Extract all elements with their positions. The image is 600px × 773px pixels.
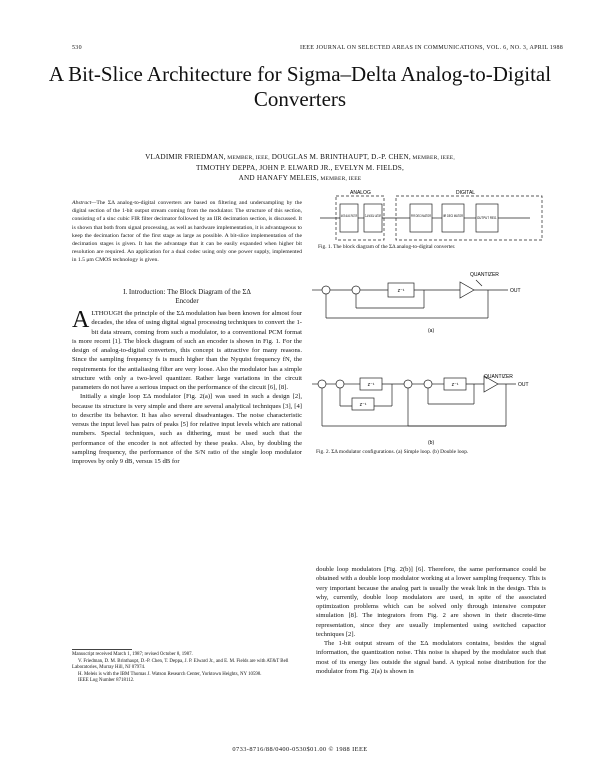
svg-text:Σ-Δ MODU LATOR: Σ-Δ MODU LATOR: [365, 214, 382, 218]
out-label-b: OUT: [518, 382, 529, 388]
quantizer-symbol: [460, 282, 474, 298]
svg-text:FIR DECI MATOR: FIR DECI MATOR: [411, 214, 432, 218]
summing-junction: [424, 380, 432, 388]
figure-2-caption: Fig. 2. ΣΔ modulator configurations. (a) Simple loop. (b) Double loop.: [316, 449, 469, 455]
summing-junction: [318, 380, 326, 388]
svg-text:z⁻¹: z⁻¹: [367, 382, 375, 388]
paragraph: Initially a single loop ΣΔ modulator [Fig. 2(a)] was used in such a design [2], because its structure is very simple and there are several analytical techniques [3], [4] to describe its behavior. It has also several disadvantages. The noise characteristic versus the input level has pairs of peaks [5] for relative input levels which are rational numbers. Special techniques, such as dithering, must be used such that the performance of the encoder is not affected by these peaks. Also, by doubling the sampling frequency, the performance of the S/N ratio of the single loop modulator improves by only 9 dB, versus 15 dB for: [72, 393, 302, 465]
author: JOHN P. ELWARD JR.,: [259, 164, 333, 172]
digital-label: DIGITAL: [456, 190, 476, 196]
body-right-column: [316, 565, 546, 676]
author-list: [55, 152, 545, 184]
author: EVELYN M. FIELDS,: [334, 164, 404, 172]
drop-cap: A: [72, 307, 90, 333]
svg-text:z⁻¹: z⁻¹: [451, 382, 459, 388]
abstract-label: Abstract—: [72, 200, 97, 206]
figure-1-caption: Fig. 1. The block diagram of the ΣΔ analog-to-digital converter.: [318, 244, 456, 250]
paper-title: A Bit-Slice Architecture for Sigma–Delta Analog-to-Digital Converters: [48, 62, 552, 111]
footnotes: [72, 652, 302, 685]
out-label-a: OUT: [510, 288, 521, 294]
summing-junction: [336, 380, 344, 388]
footnote: IEEE Log Number 8718112.: [78, 678, 135, 684]
summing-junction: [404, 380, 412, 388]
svg-text:IIR DECI MATOR: IIR DECI MATOR: [443, 214, 464, 218]
author: AND HANAFY MELEIS, MEMBER, IEEE: [238, 174, 362, 182]
block-iir-decimator: [442, 204, 464, 232]
author: DOUGLAS M. BRINTHAUPT,: [271, 153, 370, 161]
block-sigma-delta-modulator: [364, 204, 382, 232]
author: VLADIMIR FRIEDMAN, MEMBER, IEEE,: [145, 153, 270, 161]
svg-text:OUTPUT REG.: OUTPUT REG.: [477, 216, 497, 220]
section-heading: I. Introduction: The Block Diagram of the ΣΔ Encoder: [123, 288, 251, 305]
summing-junction: [322, 286, 330, 294]
subfigure-label-a: (a): [428, 328, 435, 334]
abstract: [72, 199, 302, 265]
summing-junction: [352, 286, 360, 294]
author: TIMOTHY DEPPA,: [196, 164, 258, 172]
figure-2a-simple-loop: [312, 268, 552, 336]
quantizer-label-a: QUANTIZER: [470, 272, 499, 278]
abstract-text: The ΣΔ analog-to-digital converters are based on filtering and undersampling by the digital section of the 1-bit output stream coming from the modulator. The structure of this section, consisting of a sinc cubic FIR filter decimator followed by an IIR decimation section, is discussed. It is shown that both from signal processing, as well as hardware implementation, it is advantageous to keep the decimation factor of the first stage as large as possible. A bit-slice implementation of the decimation stages is given. It has the advantage that it can be easily expanded when higher bit resolution are required. An application for a dual codec using only one power supply, implemented in 1.5 μm CMOS technology is given.: [72, 200, 302, 264]
subfigure-label-b: (b): [428, 440, 435, 446]
figure-1-block-diagram: [316, 188, 548, 242]
copyright-line: 0733-8716/88/0400-0530$01.00 © 1988 IEEE: [232, 746, 368, 753]
svg-text:ANTI ALIAS FILTER: ANTI ALIAS FILTER: [341, 214, 358, 218]
paragraph: ALTHOUGH the principle of the ΣΔ modulation has been known for almost four decades, the idea of using digital signal processing techniques to convert the 1-bit data stream, coming from such a modulator, to a conventional PCM format is more recent [1]. The block diagram of such an encoder is shown in Fig. 1. For the design of analog-to-digital converters, this concept is attractive for many reasons. Since the sampling frequency fs is much higher than the Nyquist frequency fN, the requirements for the antialiasing filter are very loose. Also the modulator has a simple structure with only a two-level quantizer. Rather large variations in the circuit parameters do not have a serious impact on the performance of the circuit [6], [8].: [72, 307, 302, 391]
footnote: Manuscript received March 1, 1987; revised October 8, 1987.: [72, 652, 193, 657]
author: D.-P. CHEN, MEMBER, IEEE,: [371, 153, 455, 161]
figure-2b-double-loop: [312, 370, 552, 450]
quantizer-label-b: QUANTIZER: [484, 374, 513, 380]
analog-label: ANALOG: [350, 190, 371, 196]
paragraph: The 1-bit output stream of the ΣΔ modulators contains, besides the signal information, the quantization noise. This noise is shaped by the modulator such that most of its energy lies outside the signal band. A typical noise distribution for the modulator from Fig. 2(a) is shown in: [316, 640, 546, 675]
page-number: 530: [72, 45, 82, 51]
delay-label: z⁻¹: [397, 288, 405, 294]
journal-header: IEEE JOURNAL ON SELECTED AREAS IN COMMUNICATIONS, VOL. 6, NO. 3, APRIL 1988: [300, 45, 564, 51]
block-fir-decimator: [410, 204, 432, 232]
paragraph: double loop modulators [Fig. 2(b)] [6]. Therefore, the same performance could be obtained with a double loop modulator working at a lower sampling frequency. This is very important because the analog part is usually the weak link in the design. This is why, currently, double loop modulators are used, in spite of the associated optimization problems which can be solved only through intensive computer simulation [8]. The integrators from Fig. 2 are shown in their discrete-time representation, since they are usually implemented using switched capacitor techniques [2].: [316, 566, 546, 638]
body-left-column: [72, 309, 302, 466]
footnote-rule: [72, 649, 132, 650]
footnote: H. Meleis is with the IBM Thomas J. Watson Research Center, Yorktown Heights, NY 10598.: [78, 671, 262, 677]
svg-text:z⁻¹: z⁻¹: [359, 402, 367, 408]
footnote: V. Friedman, D. M. Brinthaupt, D.-P. Chen, T. Deppa, J. P. Elward Jr., and E. M. Fields are with AT&T Bell Laboratories, Murray Hill, NJ 07974.: [72, 658, 289, 671]
block-anti-alias-filter: [340, 204, 358, 232]
